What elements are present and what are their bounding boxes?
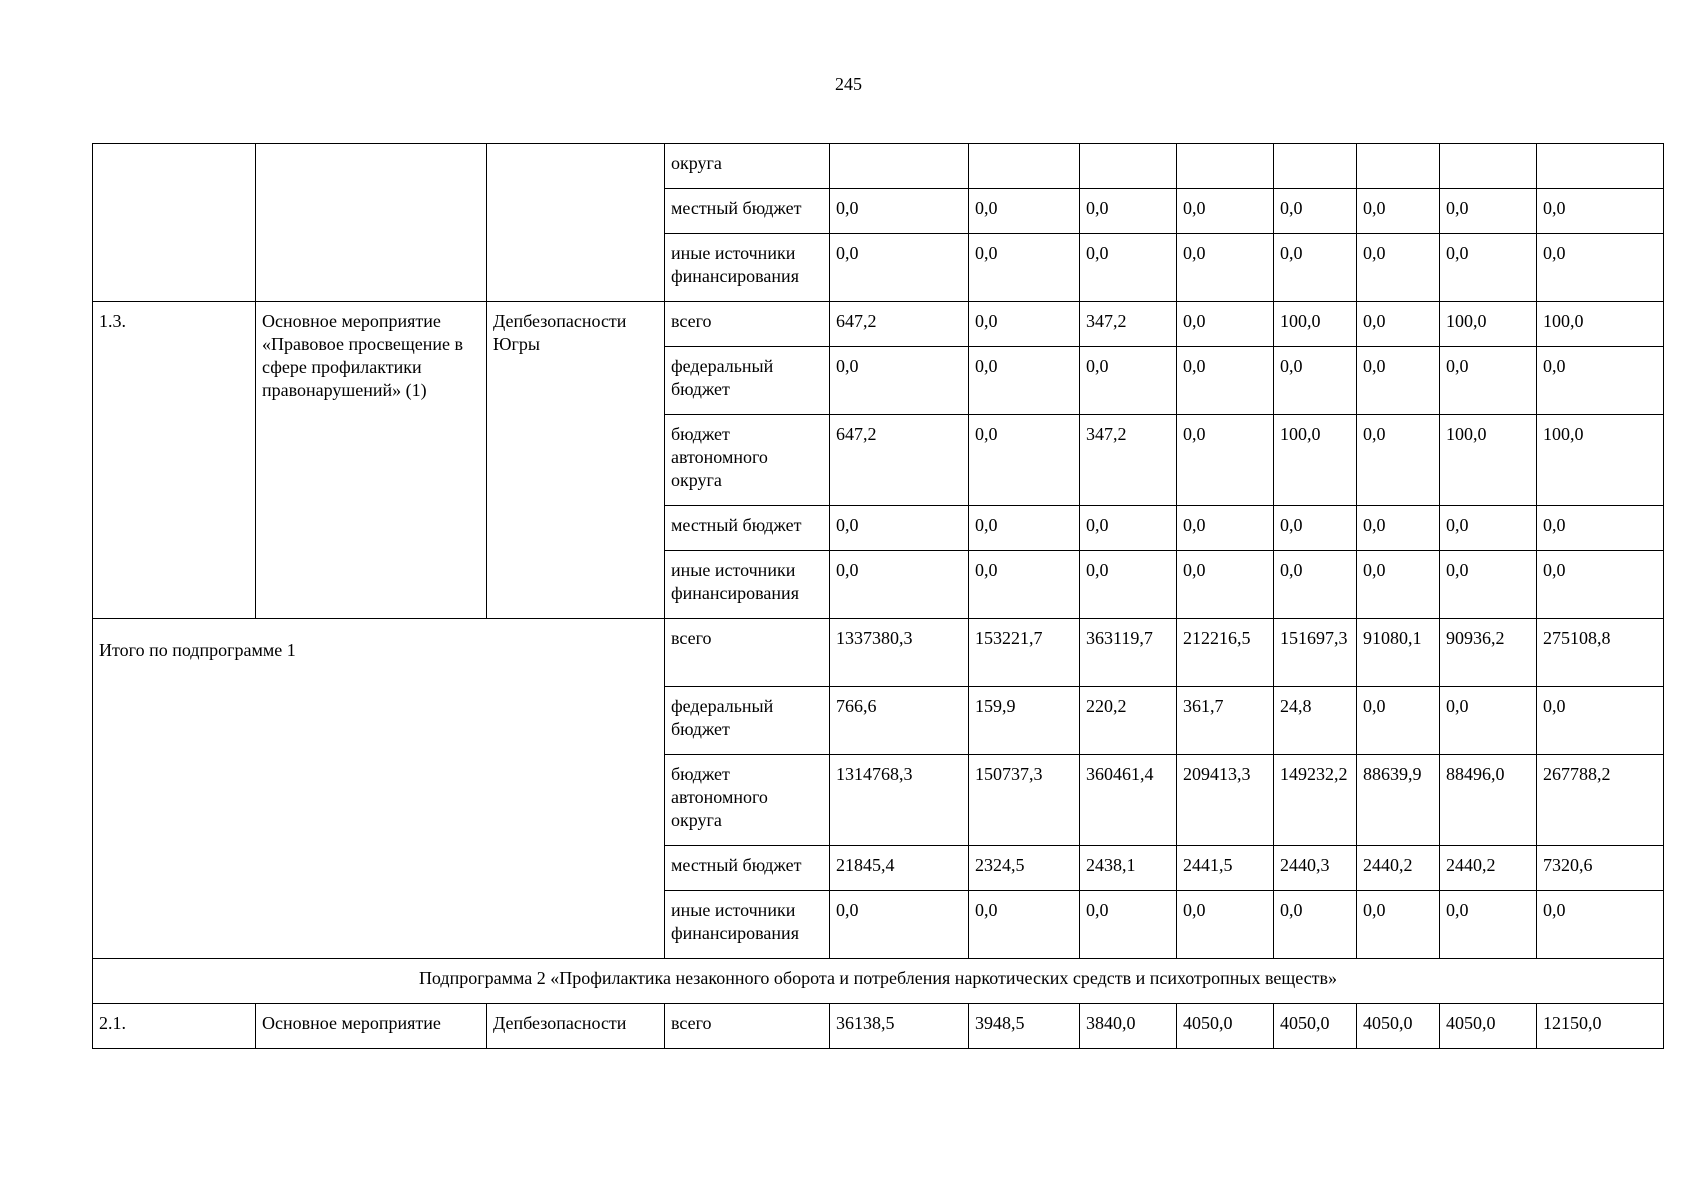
table-row <box>93 959 1664 1004</box>
amount-cell: 0,0 <box>1440 687 1537 755</box>
amount-cell: 0,0 <box>1080 347 1177 415</box>
amount-cell: 153221,7 <box>969 619 1080 687</box>
funding-source: всего <box>665 302 830 347</box>
amount-cell: 4050,0 <box>1177 1004 1274 1049</box>
amount-cell: 150737,3 <box>969 755 1080 846</box>
amount-cell: 0,0 <box>1177 302 1274 347</box>
funding-source: федеральный бюджет <box>665 687 830 755</box>
amount-cell: 88639,9 <box>1357 755 1440 846</box>
table-row <box>93 619 1664 687</box>
executor: Депбезопасности <box>487 1004 665 1049</box>
subtotal-label: Итого по подпрограмме 1 <box>93 619 665 959</box>
amount-cell: 0,0 <box>1080 506 1177 551</box>
amount-cell: 347,2 <box>1080 415 1177 506</box>
funding-source: местный бюджет <box>665 506 830 551</box>
amount-cell: 0,0 <box>1177 551 1274 619</box>
amount-cell: 12150,0 <box>1537 1004 1664 1049</box>
amount-cell: 100,0 <box>1537 302 1664 347</box>
amount-cell <box>830 144 969 189</box>
amount-cell: 0,0 <box>1357 506 1440 551</box>
event-cell <box>256 144 487 302</box>
amount-cell: 275108,8 <box>1537 619 1664 687</box>
amount-cell <box>969 144 1080 189</box>
amount-cell: 0,0 <box>1440 891 1537 959</box>
funding-source: иные источники финансирования <box>665 234 830 302</box>
amount-cell: 360461,4 <box>1080 755 1177 846</box>
funding-source: всего <box>665 1004 830 1049</box>
amount-cell: 0,0 <box>1537 687 1664 755</box>
amount-cell: 4050,0 <box>1440 1004 1537 1049</box>
amount-cell: 3840,0 <box>1080 1004 1177 1049</box>
funding-source: федеральный бюджет <box>665 347 830 415</box>
financing-table <box>92 143 1664 1049</box>
amount-cell: 347,2 <box>1080 302 1177 347</box>
funding-source: местный бюджет <box>665 846 830 891</box>
row-number: 1.3. <box>93 302 256 619</box>
amount-cell: 100,0 <box>1537 415 1664 506</box>
amount-cell <box>1274 144 1357 189</box>
funding-source: всего <box>665 619 830 687</box>
amount-cell: 3948,5 <box>969 1004 1080 1049</box>
amount-cell: 0,0 <box>1274 189 1357 234</box>
amount-cell: 0,0 <box>1357 687 1440 755</box>
amount-cell: 21845,4 <box>830 846 969 891</box>
amount-cell <box>1440 144 1537 189</box>
amount-cell: 159,9 <box>969 687 1080 755</box>
funding-source: бюджет автономного округа <box>665 415 830 506</box>
amount-cell: 4050,0 <box>1274 1004 1357 1049</box>
amount-cell <box>1080 144 1177 189</box>
amount-cell: 91080,1 <box>1357 619 1440 687</box>
amount-cell: 0,0 <box>830 506 969 551</box>
amount-cell: 2324,5 <box>969 846 1080 891</box>
amount-cell: 0,0 <box>1357 189 1440 234</box>
subprogram-title: Подпрограмма 2 «Профилактика незаконного оборота и потребления наркотических средств и психотропных веществ» <box>93 959 1664 1004</box>
funding-source: иные источники финансирования <box>665 891 830 959</box>
amount-cell: 0,0 <box>1080 234 1177 302</box>
amount-cell: 0,0 <box>969 302 1080 347</box>
amount-cell: 7320,6 <box>1537 846 1664 891</box>
amount-cell: 36138,5 <box>830 1004 969 1049</box>
amount-cell: 151697,3 <box>1274 619 1357 687</box>
amount-cell: 0,0 <box>969 347 1080 415</box>
row-number: 2.1. <box>93 1004 256 1049</box>
amount-cell: 0,0 <box>969 415 1080 506</box>
amount-cell: 0,0 <box>1537 347 1664 415</box>
amount-cell: 2441,5 <box>1177 846 1274 891</box>
funding-source: иные источники финансирования <box>665 551 830 619</box>
amount-cell: 0,0 <box>1537 234 1664 302</box>
amount-cell: 100,0 <box>1274 302 1357 347</box>
amount-cell: 4050,0 <box>1357 1004 1440 1049</box>
amount-cell: 0,0 <box>1357 415 1440 506</box>
amount-cell: 0,0 <box>1357 347 1440 415</box>
amount-cell: 0,0 <box>1177 891 1274 959</box>
amount-cell: 212216,5 <box>1177 619 1274 687</box>
amount-cell: 0,0 <box>1177 234 1274 302</box>
table-row <box>93 1004 1664 1049</box>
amount-cell: 0,0 <box>1357 302 1440 347</box>
amount-cell: 0,0 <box>1177 506 1274 551</box>
event-name: Основное мероприятие <box>256 1004 487 1049</box>
amount-cell: 0,0 <box>969 891 1080 959</box>
amount-cell <box>1537 144 1664 189</box>
amount-cell: 0,0 <box>969 189 1080 234</box>
amount-cell: 0,0 <box>830 234 969 302</box>
amount-cell: 209413,3 <box>1177 755 1274 846</box>
amount-cell: 100,0 <box>1274 415 1357 506</box>
amount-cell: 0,0 <box>830 189 969 234</box>
amount-cell: 361,7 <box>1177 687 1274 755</box>
amount-cell: 0,0 <box>1357 891 1440 959</box>
amount-cell: 0,0 <box>1537 506 1664 551</box>
amount-cell: 0,0 <box>1080 551 1177 619</box>
amount-cell: 0,0 <box>1177 415 1274 506</box>
amount-cell: 0,0 <box>1274 234 1357 302</box>
amount-cell: 0,0 <box>1177 347 1274 415</box>
amount-cell: 0,0 <box>1357 551 1440 619</box>
amount-cell: 0,0 <box>1177 189 1274 234</box>
amount-cell: 1314768,3 <box>830 755 969 846</box>
amount-cell: 0,0 <box>1274 347 1357 415</box>
amount-cell: 2440,3 <box>1274 846 1357 891</box>
amount-cell: 0,0 <box>1080 891 1177 959</box>
amount-cell: 0,0 <box>969 551 1080 619</box>
amount-cell: 647,2 <box>830 302 969 347</box>
funding-source: бюджет автономного округа <box>665 755 830 846</box>
funding-source: округа <box>665 144 830 189</box>
executor-cell <box>487 144 665 302</box>
amount-cell: 100,0 <box>1440 302 1537 347</box>
amount-cell: 0,0 <box>1537 551 1664 619</box>
amount-cell: 0,0 <box>1440 189 1537 234</box>
executor: Депбезопасности Югры <box>487 302 665 619</box>
amount-cell: 0,0 <box>830 551 969 619</box>
amount-cell: 0,0 <box>830 891 969 959</box>
amount-cell: 0,0 <box>1274 551 1357 619</box>
amount-cell: 149232,2 <box>1274 755 1357 846</box>
amount-cell: 2440,2 <box>1440 846 1537 891</box>
amount-cell: 0,0 <box>1440 551 1537 619</box>
amount-cell: 0,0 <box>1274 506 1357 551</box>
amount-cell: 0,0 <box>969 234 1080 302</box>
amount-cell: 0,0 <box>1440 347 1537 415</box>
amount-cell: 90936,2 <box>1440 619 1537 687</box>
amount-cell: 0,0 <box>1440 506 1537 551</box>
event-name: Основное мероприятие «Правовое просвещение в сфере профилактики правонарушений» (1) <box>256 302 487 619</box>
amount-cell: 267788,2 <box>1537 755 1664 846</box>
amount-cell: 88496,0 <box>1440 755 1537 846</box>
amount-cell <box>1357 144 1440 189</box>
table-row <box>93 144 1664 189</box>
table-row <box>93 302 1664 347</box>
number-cell <box>93 144 256 302</box>
amount-cell: 220,2 <box>1080 687 1177 755</box>
amount-cell: 24,8 <box>1274 687 1357 755</box>
amount-cell: 100,0 <box>1440 415 1537 506</box>
amount-cell: 0,0 <box>1440 234 1537 302</box>
amount-cell: 0,0 <box>1274 891 1357 959</box>
amount-cell: 0,0 <box>1080 189 1177 234</box>
amount-cell: 363119,7 <box>1080 619 1177 687</box>
page-number: 245 <box>835 74 862 94</box>
amount-cell: 766,6 <box>830 687 969 755</box>
funding-source: местный бюджет <box>665 189 830 234</box>
amount-cell: 2440,2 <box>1357 846 1440 891</box>
amount-cell: 647,2 <box>830 415 969 506</box>
amount-cell: 0,0 <box>1537 189 1664 234</box>
amount-cell: 0,0 <box>830 347 969 415</box>
amount-cell: 0,0 <box>1537 891 1664 959</box>
amount-cell: 2438,1 <box>1080 846 1177 891</box>
amount-cell: 1337380,3 <box>830 619 969 687</box>
amount-cell: 0,0 <box>969 506 1080 551</box>
amount-cell <box>1177 144 1274 189</box>
amount-cell: 0,0 <box>1357 234 1440 302</box>
